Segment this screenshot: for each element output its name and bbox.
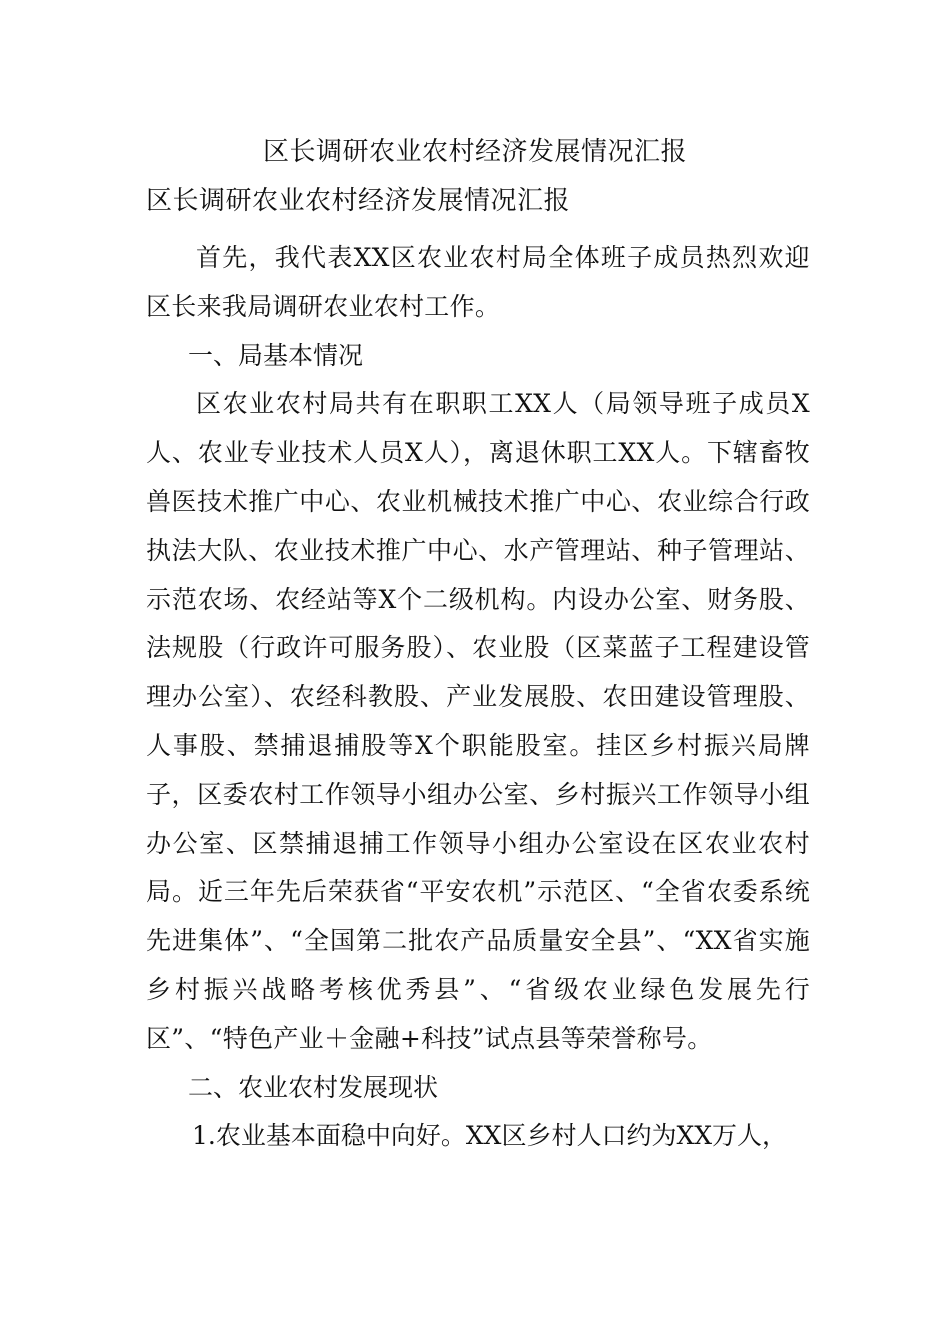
intro-paragraph: 首先，我代表XX区农业农村局全体班子成员热烈欢迎区长来我局调研农业农村工作。 <box>146 243 810 321</box>
document-subtitle: 区长调研农业农村经济发展情况汇报 <box>146 186 571 216</box>
section-1-paragraph: 区农业农村局共有在职职工XX人（局领导班子成员X人、农业专业技术人员X人），离退休职工XX人。下辖畜牧兽医技术推广中心、农业机械技术推广中心、农业综合行政执法大队、农业技术推广中心、水产管理站、种子管理站、示范农场、农经站等X个二级机构。内设办公室、财务股、法规股（行政许可服务股）、农业股（区菜蓝子工程建设管理办公室）、农经科教股、产业发展股、农田建设管理股、人事股、禁捕退捕股等X个职能股室。挂区乡村振兴局牌子，区委农村工作领导小组办公室、乡村振兴工作领导小组办公室、区禁捕退捕工作领导小组办公室设在区农业农村局。近三年先后荣获省“平安农机”示范区、“全省农委系统先进集体”、“全国第二批农产品质量安全县”、“XX省实施乡村振兴战略考核优秀县”、“省级农业绿色发展先行区”、“特色产业＋金融+科技”试点县等荣誉称号。 <box>146 389 810 1053</box>
section-heading-1: 一、局基本情况 <box>188 340 364 370</box>
section-heading-2: 二、农业农村发展现状 <box>188 1072 439 1102</box>
section-2-item-1: 1.农业基本面稳中向好。XX区乡村人口约为XX万人， <box>192 1121 788 1151</box>
document-title: 区长调研农业农村经济发展情况汇报 <box>262 137 687 167</box>
document-body <box>146 234 810 1161</box>
